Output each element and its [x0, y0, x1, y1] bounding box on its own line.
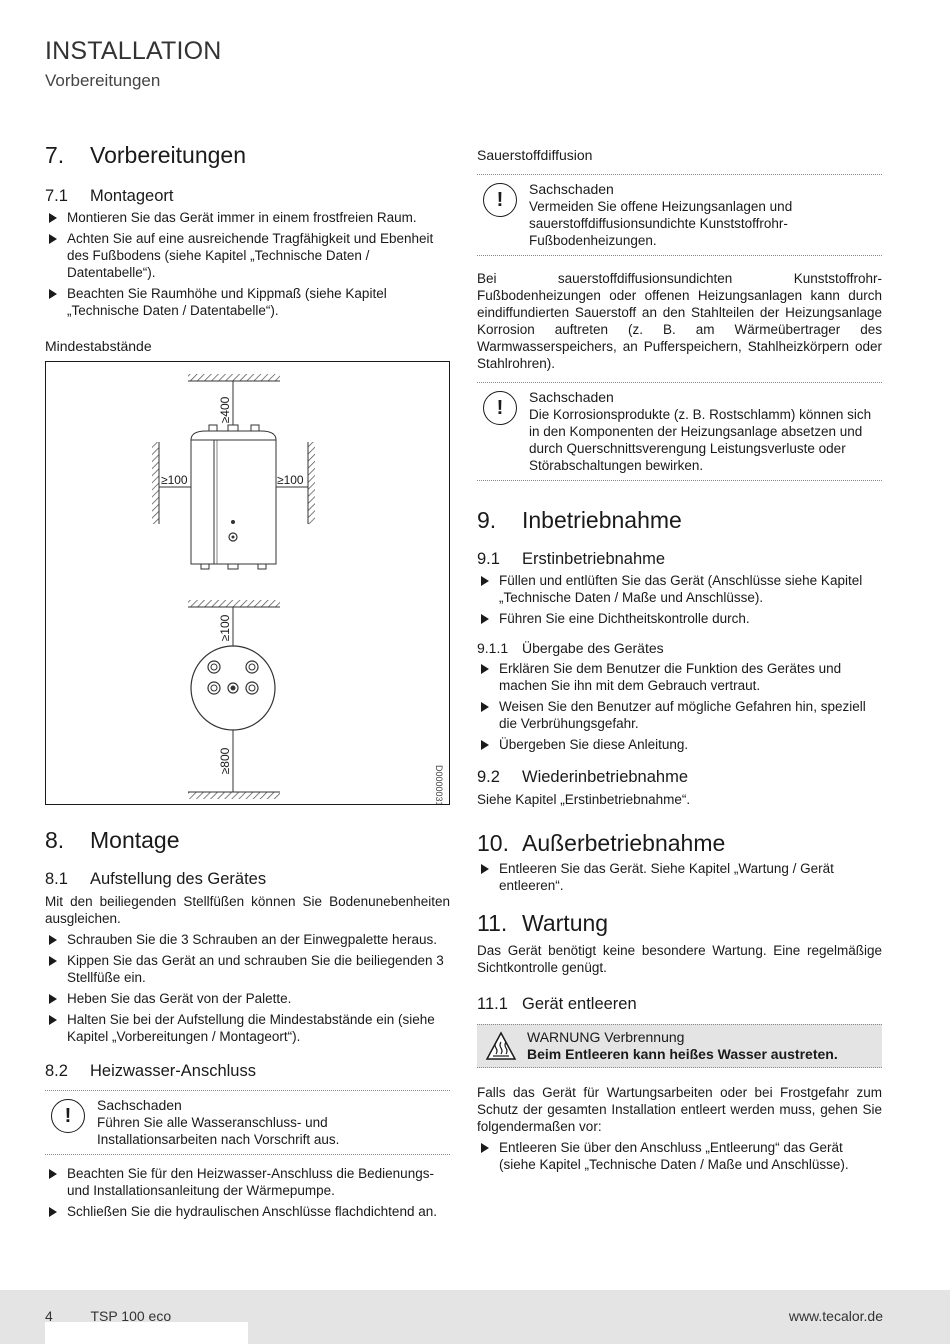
left-dimension-label: ≥100: [161, 473, 188, 487]
list-item: Weisen Sie den Benutzer auf mögliche Gefahren hin, speziell die Verbrühungsgefahr.: [477, 698, 882, 732]
list-item: Füllen und entlüften Sie das Gerät (Anschlüsse siehe Kapitel „Technische Daten / Maße und Anschlüsse).: [477, 572, 882, 606]
bullet-triangle-icon: [49, 1207, 57, 1217]
list-item: Erklären Sie dem Benutzer die Funktion des Gerätes und machen Sie ihn mit dem Gebrauch vertraut.: [477, 660, 882, 694]
top2-dimension-label: ≥100: [218, 614, 232, 642]
page-number: 4: [45, 1308, 53, 1324]
list-item: Führen Sie eine Dichtheitskontrolle durch.: [477, 610, 882, 627]
bullet-triangle-icon: [49, 289, 57, 299]
footer-bar: [45, 1322, 248, 1344]
chapter-title: INSTALLATION: [45, 37, 222, 65]
list-item: Halten Sie bei der Aufstellung die Mindestabstände ein (siehe Kapitel „Vorbereitungen / Montageort“).: [45, 1011, 450, 1045]
bullet-triangle-icon: [49, 994, 57, 1004]
list-item: Übergeben Sie diese Anleitung.: [477, 736, 882, 753]
montageort-list: [45, 209, 450, 319]
bullet-triangle-icon: [49, 1015, 57, 1025]
section-11-heading: 11. Wartung: [477, 910, 609, 936]
top-wall-2: [188, 600, 280, 607]
bullet-triangle-icon: [481, 740, 489, 750]
section-8-2-heading: 8.2 Heizwasser-Anschluss: [45, 1062, 256, 1080]
notice-title: Sachschaden: [529, 389, 614, 405]
bullet-triangle-icon: [481, 664, 489, 674]
wiederinbetriebnahme-text: Siehe Kapitel „Erstinbetriebnahme“.: [477, 792, 691, 807]
entleeren-paragraph: Falls das Gerät für Wartungsarbeiten oder bei Frostgefahr zum Schutz der gesamten Installation entleert werden muss, gehen Sie folgendermaßen vor:: [477, 1085, 882, 1134]
section-7-heading: 7. Vorbereitungen: [45, 142, 247, 168]
list-item: Montieren Sie das Gerät immer in einem frostfreien Raum.: [45, 209, 450, 226]
sachschaden-notice-1: [477, 174, 882, 256]
left-wall: [152, 442, 159, 524]
sauerstoffdiffusion-label: Sauerstoffdiffusion: [477, 147, 593, 163]
floor-wall: [188, 792, 280, 799]
exclamation-icon: !: [483, 391, 517, 425]
top-dimension-label: ≥400: [218, 396, 232, 424]
tank-front-view: [191, 425, 276, 569]
list-item: Entleeren Sie das Gerät. Siehe Kapitel „Wartung / Gerät entleeren“.: [477, 860, 882, 894]
section-11-1-heading: 11.1 Gerät entleeren: [477, 995, 637, 1013]
list-item: Beachten Sie für den Heizwasser-Anschluss die Bedienungs- und Installationsanleitung der Wärmepumpe.: [45, 1165, 450, 1199]
bullet-triangle-icon: [481, 614, 489, 624]
notice-text: Führen Sie alle Wasseranschluss- und Installationsarbeiten nach Vorschrift aus.: [97, 1115, 340, 1147]
aufstellung-list: [45, 931, 450, 1045]
mindestabstaende-label: Mindestabstände: [45, 338, 152, 354]
exclamation-icon: !: [483, 183, 517, 217]
right-column: [477, 146, 882, 1177]
list-item: Beachten Sie Raumhöhe und Kippmaß (siehe Kapitel „Technische Daten / Datentabelle“).: [45, 285, 450, 319]
bullet-triangle-icon: [481, 1143, 489, 1153]
warning-text: Beim Entleeren kann heißes Wasser austreten.: [527, 1046, 838, 1062]
section-9-2-heading: 9.2 Wiederinbetriebnahme: [477, 768, 689, 786]
list-item: Entleeren Sie über den Anschluss „Entleerung“ das Gerät (siehe Kapitel „Technische Daten / Maße und Anschlüsse).: [477, 1139, 882, 1173]
list-item: Kippen Sie das Gerät an und schrauben Sie die beiliegenden 3 Stellfüße ein.: [45, 952, 450, 986]
notice-title: Sachschaden: [97, 1097, 182, 1113]
section-9-1-heading: 9.1 Erstinbetriebnahme: [477, 550, 666, 568]
sauerstoff-paragraph: Bei sauerstoffdiffusionsundichten Kunststoffrohr-Fußbodenheizungen oder offenen Heizungsanlagen kann durch eindiffundierten Sauerstoff an den Stahlteilen der Heizungsanlage Korrosion auftreten (z. B. am Wärmeübertrager des Warmwasserspeichers, an Pufferspeichern, Stahlheizkörpern oder Stahlrohren).: [477, 271, 882, 371]
section-7-1-heading: 7.1 Montageort: [45, 187, 174, 205]
tank-top-view: [191, 646, 275, 730]
hot-surface-warning-icon: [485, 1031, 517, 1061]
heizwasser-list: [45, 1165, 450, 1220]
notice-title: Sachschaden: [529, 181, 614, 197]
clearance-diagram: [45, 361, 450, 805]
exclamation-icon: !: [51, 1099, 85, 1133]
sachschaden-notice-2: [477, 382, 882, 481]
section-9-heading: 9. Inbetriebnahme: [477, 507, 682, 533]
ausserbetriebnahme-list: [477, 860, 882, 894]
ceiling-wall: [188, 374, 280, 381]
sachschaden-notice: [45, 1090, 450, 1155]
warning-title: WARNUNG Verbrennung: [527, 1029, 685, 1045]
right-wall: [308, 442, 315, 524]
section-10-heading: 10. Außerbetriebnahme: [477, 830, 726, 856]
erstinbetriebnahme-list: [477, 572, 882, 627]
section-8-heading: 8. Montage: [45, 827, 180, 853]
page-footer: [0, 1290, 950, 1344]
warning-box: [477, 1024, 882, 1068]
section-9-1-1-heading: 9.1.1 Übergabe des Gerätes: [477, 640, 664, 656]
entleeren-list: [477, 1139, 882, 1173]
aufstellung-intro: Mit den beiliegenden Stellfüßen können Sie Bodenunebenheiten ausgleichen.: [45, 894, 450, 926]
list-item: Achten Sie auf eine ausreichende Tragfähigkeit und Ebenheit des Fußbodens (siehe Kapitel „Technische Daten / Datentabelle“).: [45, 230, 450, 281]
notice-text: Vermeiden Sie offene Heizungsanlagen und sauerstoffdiffusionsundichte Kunststoffrohr-Fußbodenheizungen.: [529, 199, 793, 248]
notice-text: Die Korrosionsprodukte (z. B. Rostschlamm) können sich in den Komponenten der Heizungsanlage absetzen und durch Querschnittsverengung Leistungsverluste oder Störabschaltungen bewirken.: [529, 407, 872, 473]
bullet-triangle-icon: [481, 702, 489, 712]
list-item: Heben Sie das Gerät von der Palette.: [45, 990, 450, 1007]
clearance-diagram-svg: [46, 362, 449, 804]
wartung-text: Das Gerät benötigt keine besondere Wartung. Eine regelmäßige Sichtkontrolle genügt.: [477, 943, 882, 975]
uebergabe-list: [477, 660, 882, 753]
section-8-1-heading: 8.1 Aufstellung des Gerätes: [45, 870, 267, 888]
bullet-triangle-icon: [49, 1169, 57, 1179]
bullet-triangle-icon: [49, 213, 57, 223]
bullet-triangle-icon: [49, 956, 57, 966]
chapter-subtitle: Vorbereitungen: [45, 71, 161, 90]
figure-code: D0000031321: [434, 765, 444, 804]
list-item: Schrauben Sie die 3 Schrauben an der Einwegpalette heraus.: [45, 931, 450, 948]
bullet-triangle-icon: [481, 576, 489, 586]
page-header: [45, 36, 222, 92]
bottom-dimension-label: ≥800: [218, 747, 232, 775]
bullet-triangle-icon: [481, 864, 489, 874]
bullet-triangle-icon: [49, 935, 57, 945]
product-name: TSP 100 eco: [90, 1308, 172, 1324]
right-dimension-label: ≥100: [277, 473, 304, 487]
list-item: Schließen Sie die hydraulischen Anschlüsse flachdichtend an.: [45, 1203, 450, 1220]
left-column: [45, 140, 450, 1224]
website-link[interactable]: www.tecalor.de: [788, 1308, 883, 1324]
bullet-triangle-icon: [49, 234, 57, 244]
